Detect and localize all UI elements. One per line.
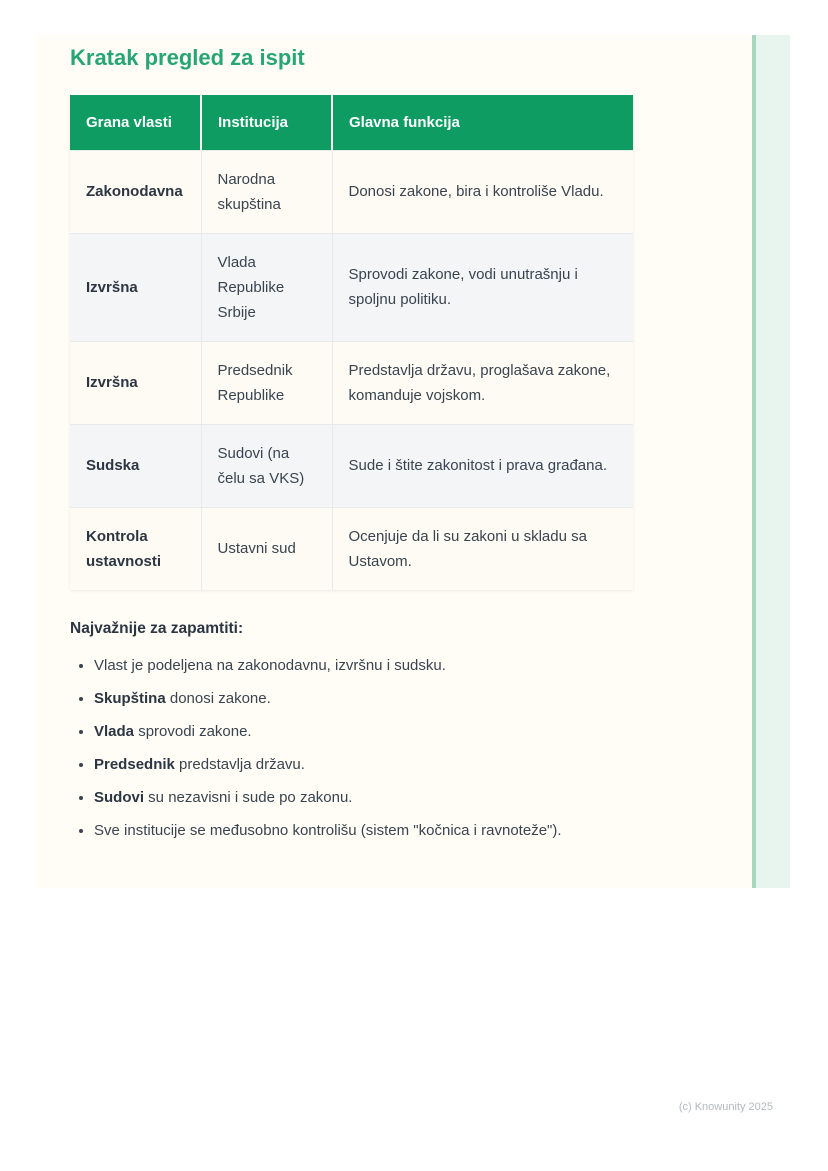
table-cell-inst: Ustavni sud bbox=[201, 507, 332, 590]
summary-bullet bbox=[94, 821, 752, 840]
bullet-text: sprovodi zakone. bbox=[134, 722, 252, 740]
table-cell-grana: Kontrola ustavnosti bbox=[70, 507, 201, 590]
table-cell-grana: Izvršna bbox=[70, 233, 201, 341]
summary-bullet bbox=[94, 788, 752, 807]
table-header-row bbox=[70, 95, 633, 150]
overview-table bbox=[70, 95, 633, 590]
bullet-text: su nezavisni i sude po zakonu. bbox=[144, 788, 353, 806]
table-header-cell-funkcija: Glavna funkcija bbox=[332, 95, 633, 150]
table-cell-inst: Sudovi (na čelu sa VKS) bbox=[201, 424, 332, 507]
table-header-cell-inst: Institucija bbox=[201, 95, 332, 150]
page-title: Kratak pregled za ispit bbox=[70, 45, 305, 70]
bullet-text: Sve institucije se međusobno kontrolišu (sistem "kočnica i ravnoteže"). bbox=[94, 821, 562, 839]
content-card bbox=[36, 35, 790, 888]
summary-bullet bbox=[94, 689, 752, 708]
table-cell-funkcija: Sude i štite zakonitost i prava građana. bbox=[332, 424, 633, 507]
table-cell-grana: Zakonodavna bbox=[70, 150, 201, 233]
summary-bullet bbox=[94, 755, 752, 774]
decorative-side-band bbox=[752, 35, 790, 888]
table-header-cell-grana: Grana vlasti bbox=[70, 95, 201, 150]
table-cell-funkcija: Ocenjuje da li su zakoni u skladu sa Ustavom. bbox=[332, 507, 633, 590]
bullet-text: Vlast je podeljena na zakonodavnu, izvršnu i sudsku. bbox=[94, 656, 446, 674]
bullet-bold-term: Sudovi bbox=[94, 788, 145, 806]
bullet-bold-term: Predsednik bbox=[94, 755, 175, 773]
summary-list bbox=[70, 656, 752, 840]
table-cell-grana: Sudska bbox=[70, 424, 201, 507]
table-row bbox=[70, 341, 633, 424]
summary-bullet bbox=[94, 656, 752, 675]
table-row bbox=[70, 424, 633, 507]
summary-heading: Najvažnije za zapamtiti: bbox=[70, 619, 244, 637]
bullet-bold-term: Vlada bbox=[94, 722, 135, 740]
bullet-text: predstavlja državu. bbox=[174, 755, 305, 773]
summary-bullet bbox=[94, 722, 752, 741]
table-cell-inst: Predsednik Republike bbox=[201, 341, 332, 424]
table-body bbox=[70, 150, 633, 590]
table-cell-funkcija: Donosi zakone, bira i kontroliše Vladu. bbox=[332, 150, 633, 233]
table-row bbox=[70, 150, 633, 233]
table-cell-funkcija: Sprovodi zakone, vodi unutrašnju i spoljnu politiku. bbox=[332, 233, 633, 341]
table-cell-inst: Vlada Republike Srbije bbox=[201, 233, 332, 341]
table-header bbox=[70, 95, 633, 150]
table-row bbox=[70, 233, 633, 341]
bullet-bold-term: Skupština bbox=[94, 689, 166, 707]
card-content bbox=[36, 35, 752, 888]
bullet-text: donosi zakone. bbox=[165, 689, 271, 707]
copyright-note: (c) Knowunity 2025 bbox=[678, 1101, 773, 1113]
table-cell-funkcija: Predstavlja državu, proglašava zakone, komanduje vojskom. bbox=[332, 341, 633, 424]
table-cell-grana: Izvršna bbox=[70, 341, 201, 424]
table-row bbox=[70, 507, 633, 590]
table-cell-inst: Narodna skupština bbox=[201, 150, 332, 233]
